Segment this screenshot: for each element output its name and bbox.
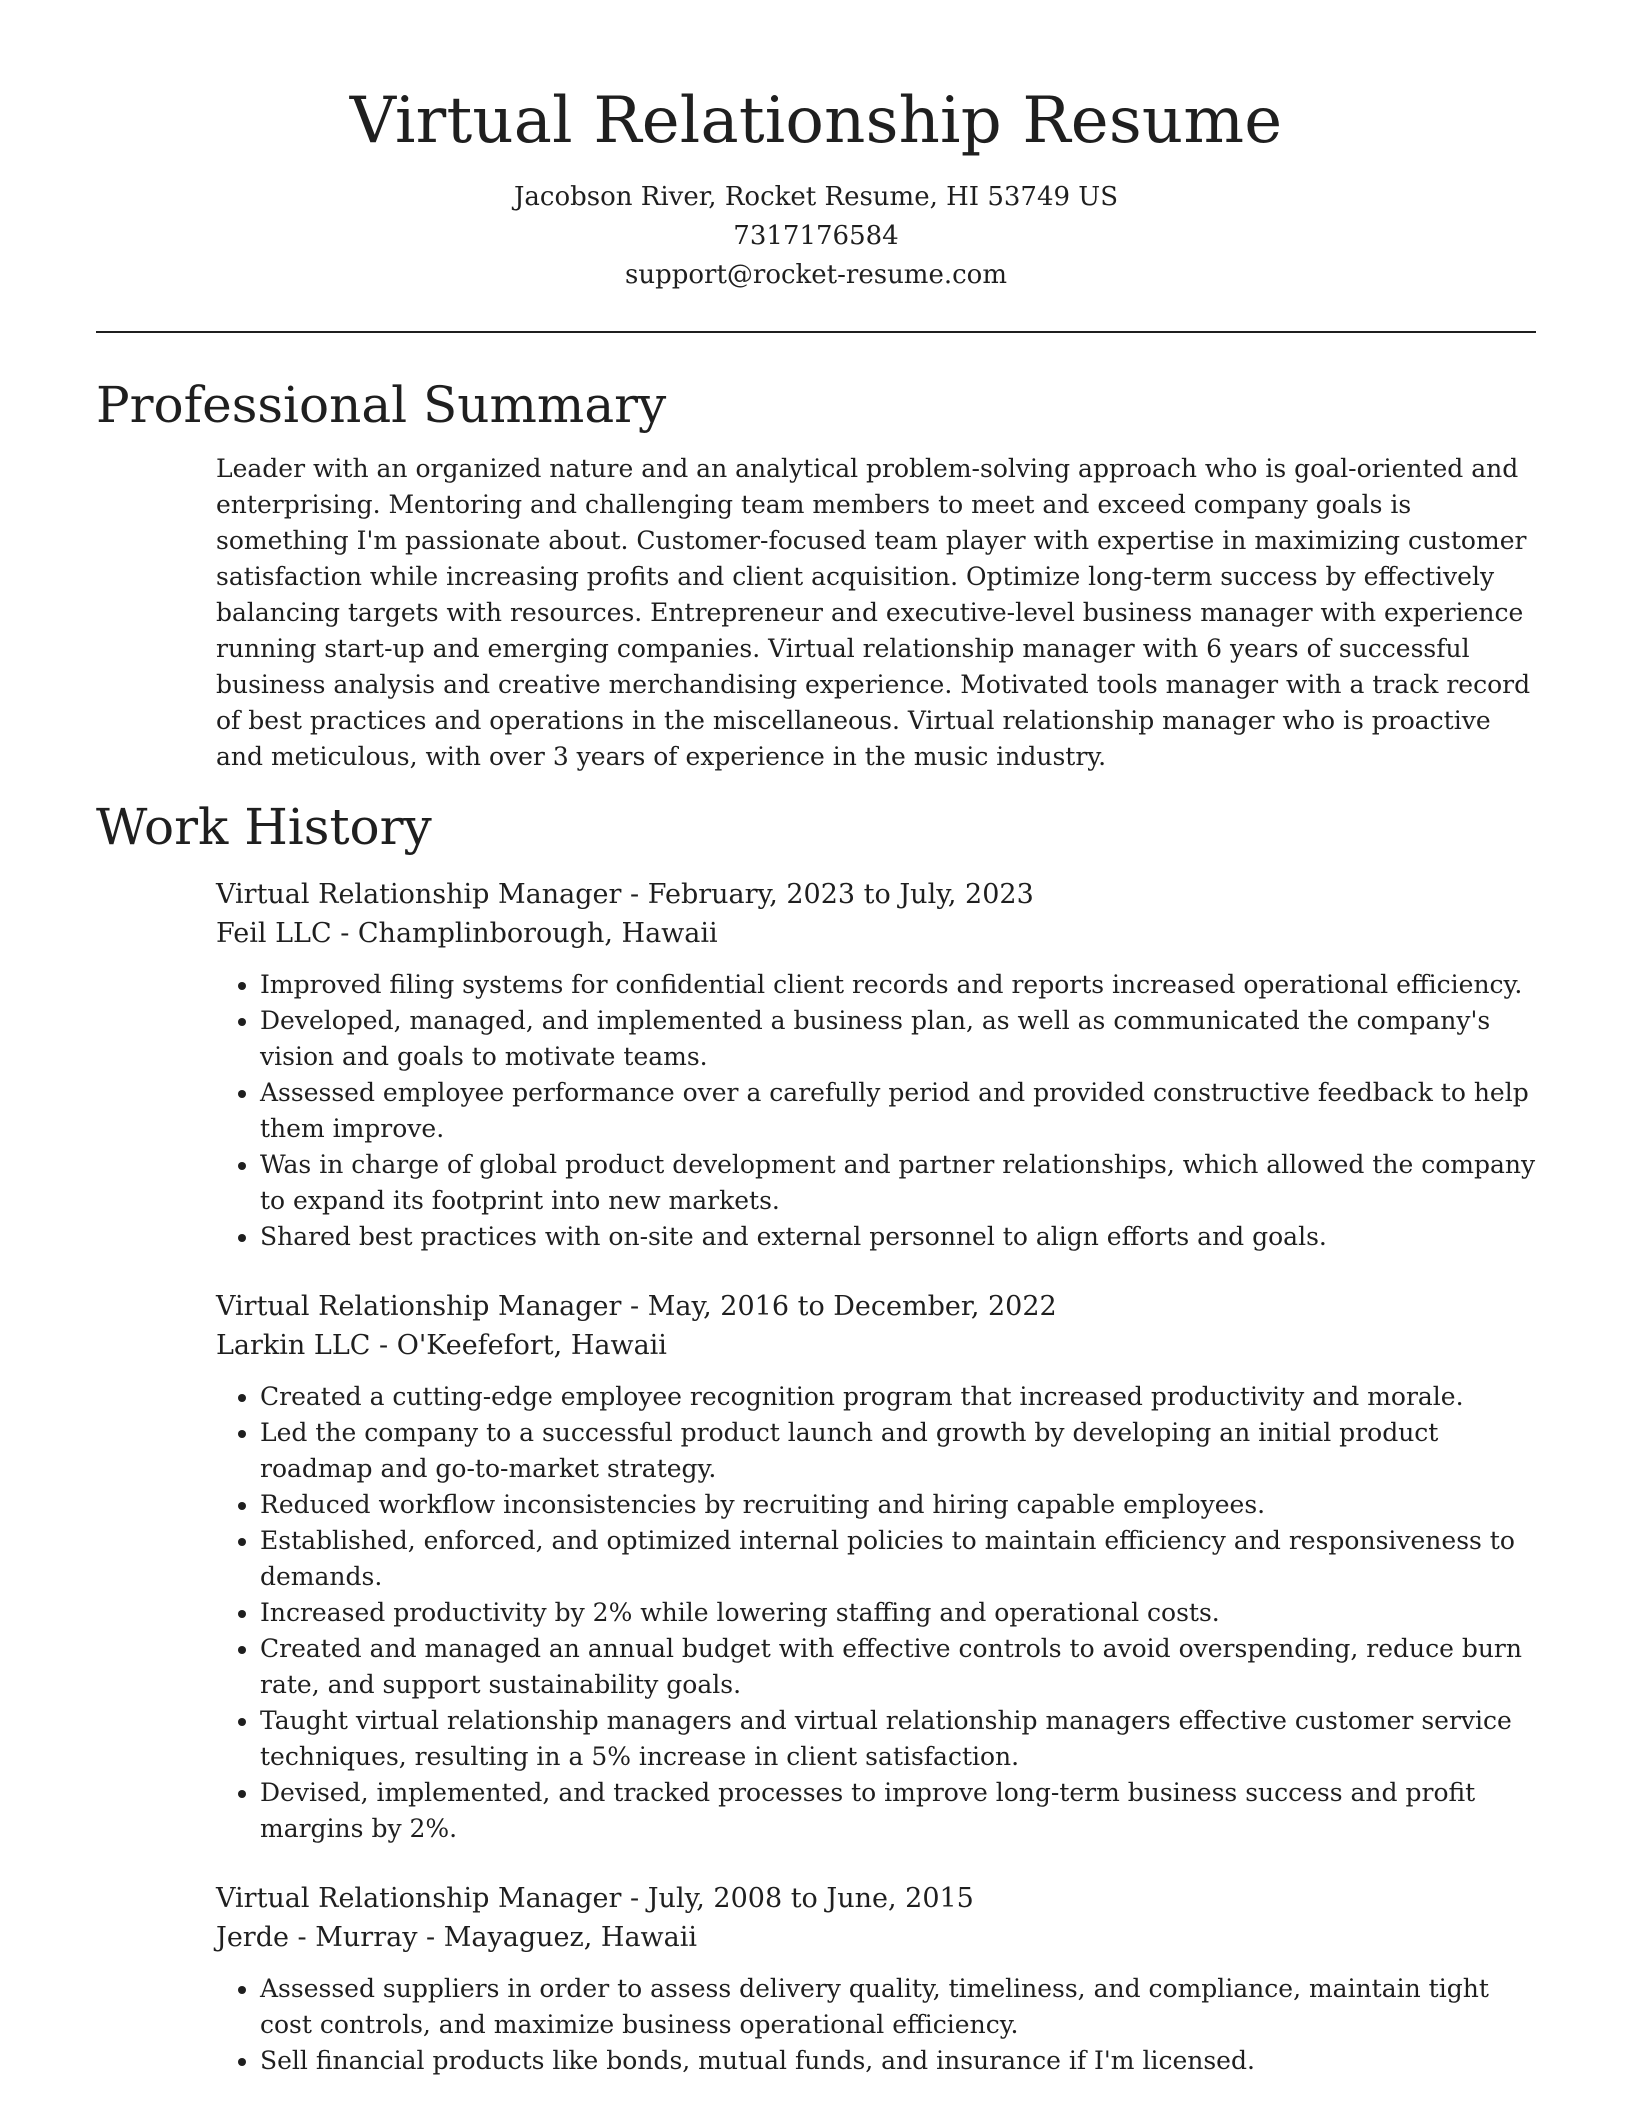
work-history-heading: Work History [96,798,432,857]
contact-phone: 7317176584 [733,221,899,252]
job-entry [216,875,1536,1255]
job-role: Virtual Relationship Manager [216,1291,622,1323]
contact-block [96,178,1536,295]
job-bullet: • Was in charge of global product development and partner relationships, which allowed the company to expand its footprint into new markets. [260,1147,1536,1219]
job-bullet: • Created and managed an annual budget with effective controls to avoid overspending, reduce burn rate, and support sustainability goals. [260,1631,1536,1703]
header-divider [96,331,1536,333]
job-dates: - February, 2023 to July, 2023 [621,879,1034,911]
job-title-line [216,1879,1536,1918]
job-bullet: • Devised, implemented, and tracked processes to improve long-term business success and profit margins by 2%. [260,1775,1536,1847]
job-bullet: • Taught virtual relationship managers and virtual relationship managers effective customer service techniques, resulting in a 5% increase in client satisfaction. [260,1703,1536,1775]
summary-heading: Professional Summary [96,376,667,435]
job-company: Jerde - Murray [216,1922,418,1954]
job-bullet: • Assessed employee performance over a carefully period and provided constructive feedback to help them improve. [260,1075,1536,1147]
job-bullet: • Assessed suppliers in order to assess delivery quality, timeliness, and compliance, maintain tight cost controls, and maximize business operational efficiency. [260,1971,1536,2043]
contact-address: Jacobson River, Rocket Resume, HI 53749 US [513,182,1119,213]
job-bullet: • Increased productivity by 2% while lowering staffing and operational costs. [260,1595,1536,1631]
job-bullets [216,1379,1536,1847]
job-bullet: • Created a cutting-edge employee recognition program that increased productivity and morale. [260,1379,1536,1415]
job-location: - Champlinborough, Hawaii [331,918,718,950]
job-role: Virtual Relationship Manager [216,1883,622,1915]
job-list [216,875,1536,2079]
job-dates: - July, 2008 to June, 2015 [621,1883,974,1915]
job-company-line [216,914,1536,953]
job-entry [216,1287,1536,1847]
job-bullet: • Established, enforced, and optimized internal policies to maintain efficiency and responsiveness to demands. [260,1523,1536,1595]
job-bullets [216,967,1536,1255]
job-company: Larkin LLC [216,1330,371,1362]
job-dates: - May, 2016 to December, 2022 [621,1291,1057,1323]
job-company-line [216,1918,1536,1957]
job-entry [216,1879,1536,2079]
job-title-line [216,875,1536,914]
summary-text: Leader with an organized nature and an analytical problem-solving approach who is goal-oriented and enterprising. Mentoring and challenging team members to meet and exceed company goals is something I'm passionate about. Customer-focused team player with expertise in maximizing customer satisfaction while increasing profits and client acquisition. Optimize long-term success by effectively balancing targets with resources. Entrepreneur and executive-level business manager with experience running start-up and emerging companies. Virtual relationship manager with 6 years of successful business analysis and creative merchandising experience. Motivated tools manager with a track record of best practices and operations in the miscellaneous. Virtual relationship manager who is proactive and meticulous, with over 3 years of experience in the music industry. [216,454,1531,772]
job-bullet: • Led the company to a successful product launch and growth by developing an initial product roadmap and go-to-market strategy. [260,1415,1536,1487]
job-location: - Mayaguez, Hawaii [417,1922,698,1954]
job-bullet: • Shared best practices with on-site and external personnel to align efforts and goals. [260,1219,1536,1255]
job-title-line [216,1287,1536,1326]
job-bullets [216,1971,1536,2079]
resume-page [96,0,1536,2111]
job-bullet: • Developed, managed, and implemented a business plan, as well as communicated the company's vision and goals to motivate teams. [260,1003,1536,1075]
job-bullet: • Reduced workflow inconsistencies by recruiting and hiring capable employees. [260,1487,1536,1523]
job-role: Virtual Relationship Manager [216,879,622,911]
job-bullet: • Improved filing systems for confidential client records and reports increased operational efficiency. [260,967,1536,1003]
job-company-line [216,1326,1536,1365]
resume-title: Virtual Relationship Resume [349,84,1283,158]
contact-email: support@rocket-resume.com [624,260,1007,291]
job-bullet: • Sell financial products like bonds, mutual funds, and insurance if I'm licensed. [260,2043,1536,2079]
job-company: Feil LLC [216,918,332,950]
job-location: - O'Keefefort, Hawaii [370,1330,667,1362]
